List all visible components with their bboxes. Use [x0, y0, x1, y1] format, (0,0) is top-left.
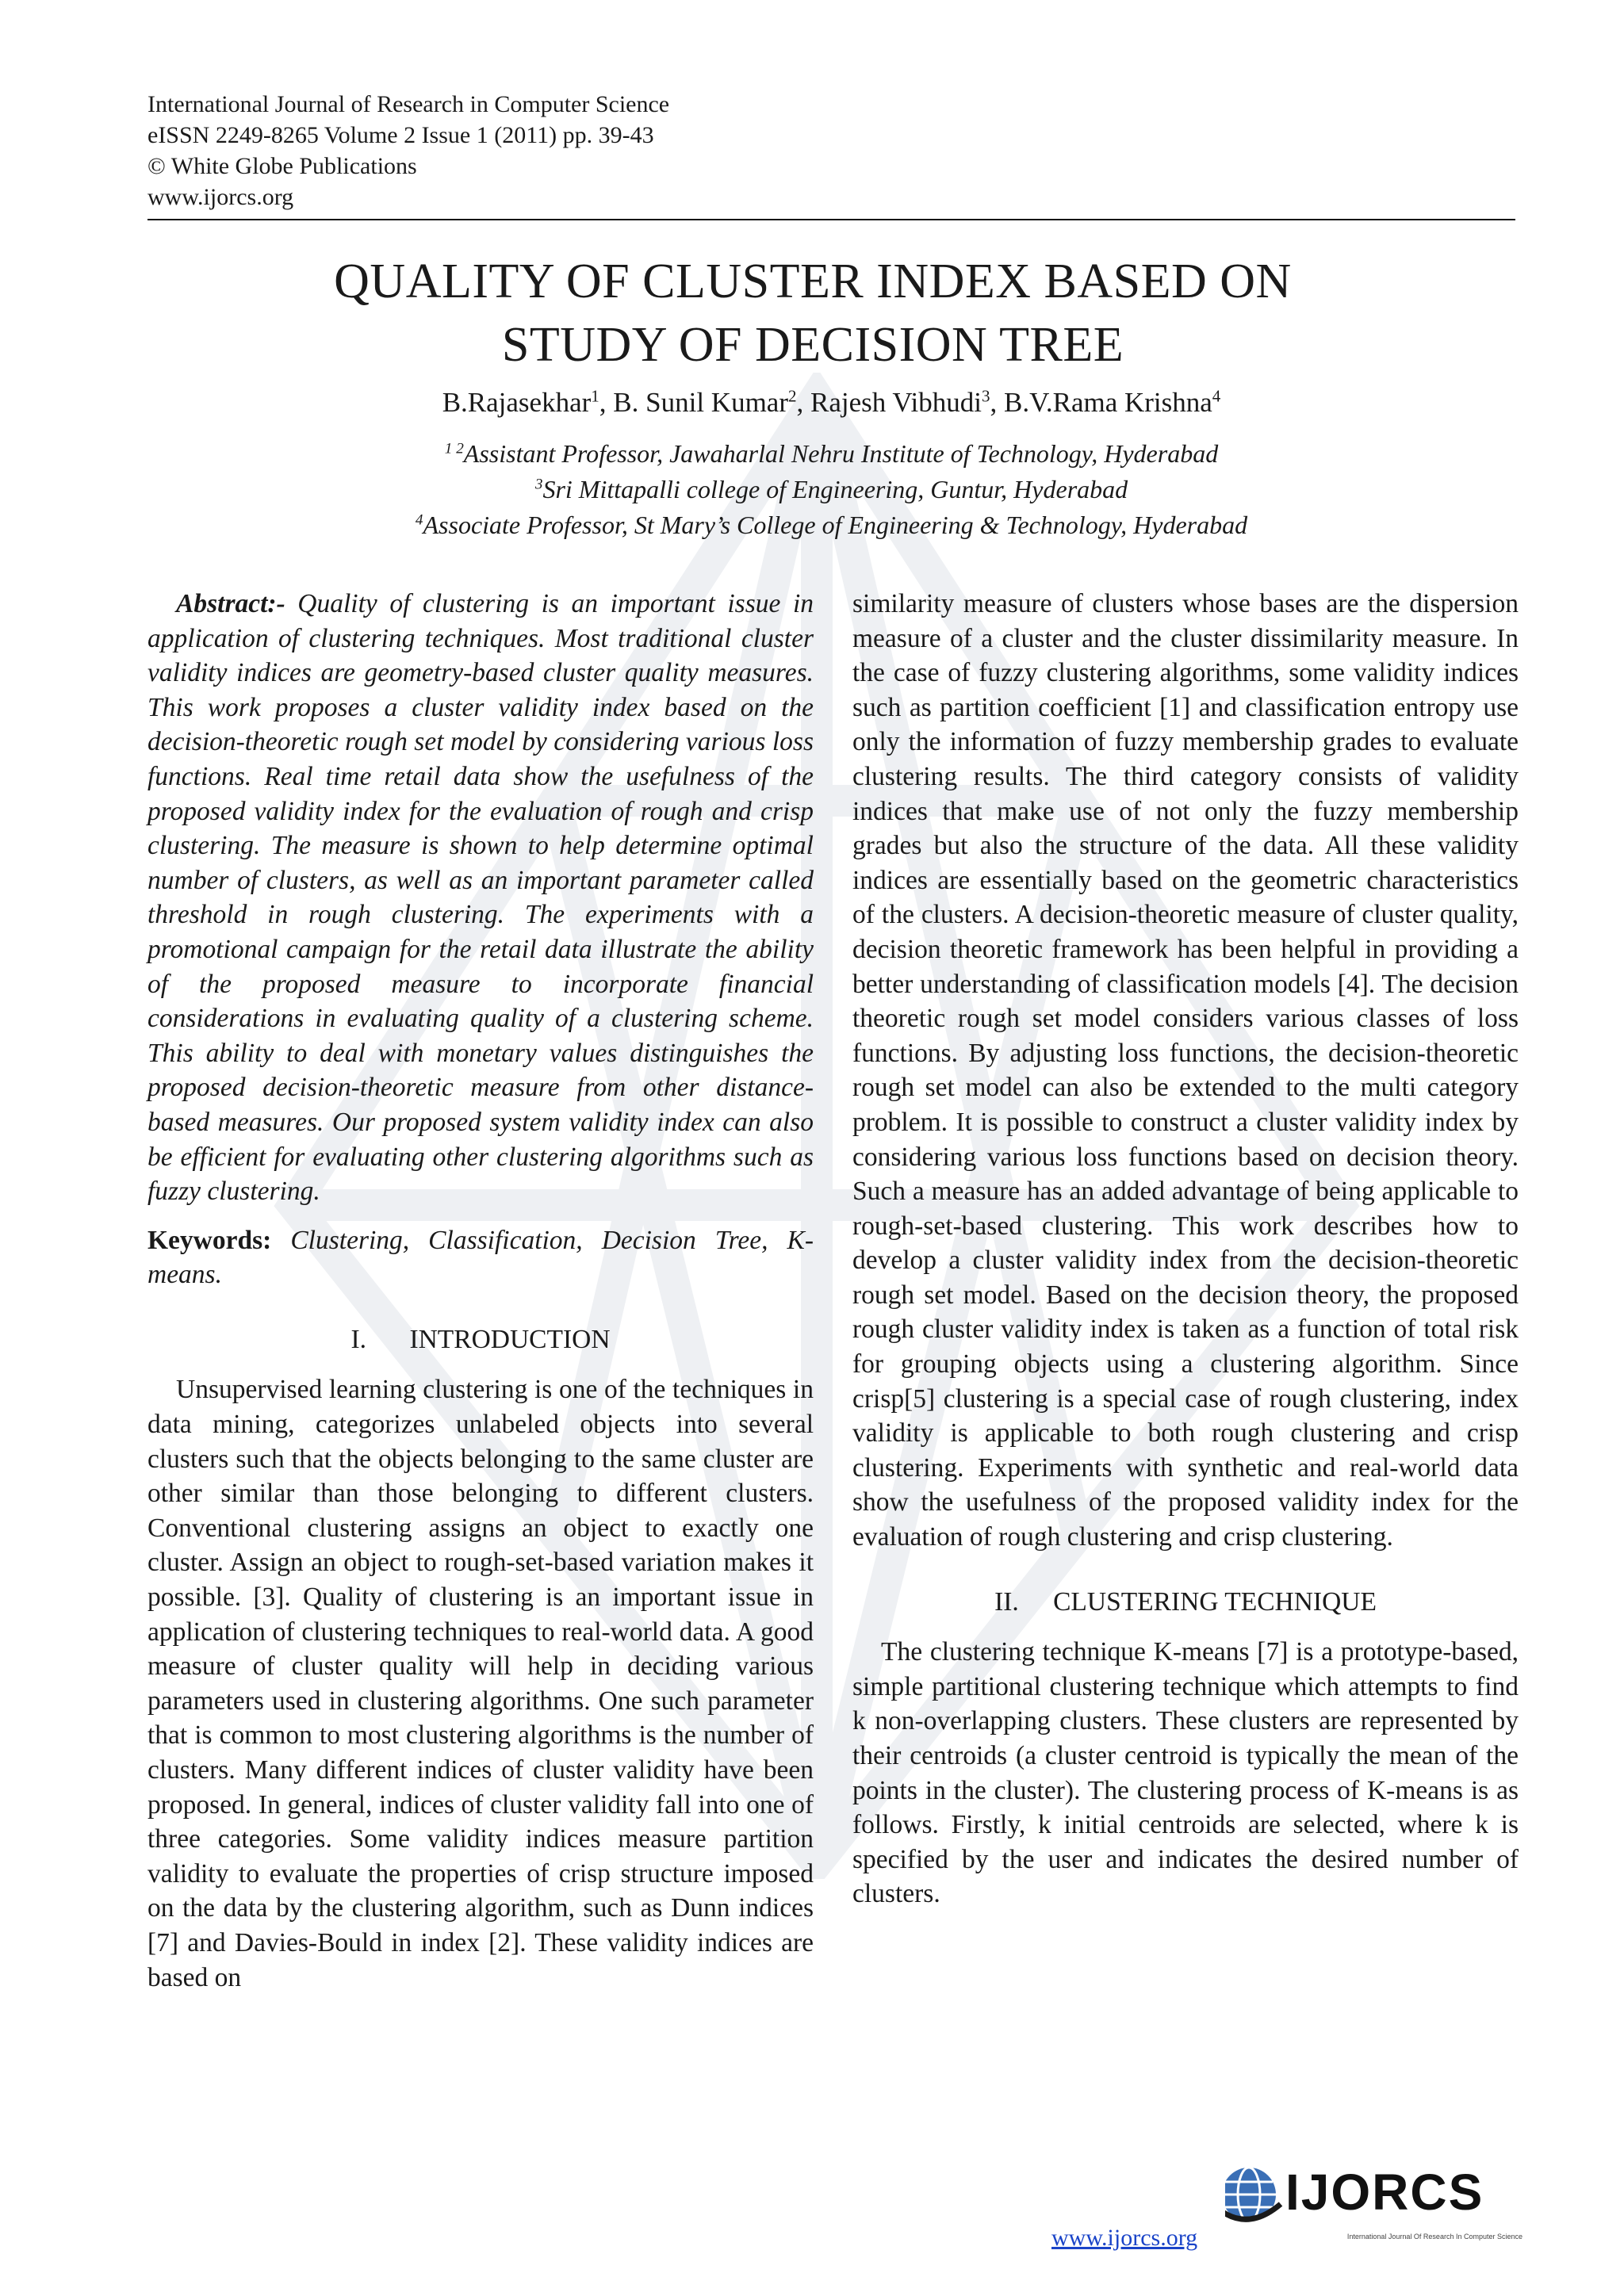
author-3: Rajesh Vibhudi	[810, 387, 982, 418]
affiliation-3-text: Associate Professor, St Mary’s College of Engineering & Technology, Hyderabad	[423, 511, 1248, 539]
affiliation-3-sup: 4	[415, 511, 423, 529]
affiliation-2	[147, 472, 1515, 507]
affiliation-2-sup: 3	[534, 476, 543, 493]
author-separator: ,	[796, 387, 810, 418]
ijorcs-logo-tagline: International Journal Of Research In Computer Science	[1346, 2233, 1522, 2241]
author-separator: ,	[599, 387, 614, 418]
section-2-title: CLUSTERING TECHNIQUE	[1053, 1586, 1377, 1617]
affiliation-2-text: Sri Mittapalli college of Engineering, Guntur, Hyderabad	[542, 475, 1128, 503]
affiliation-1-text: Assistant Professor, Jawaharlal Nehru Institute of Technology, Hyderabad	[463, 439, 1219, 468]
keywords-colon: :	[262, 1225, 272, 1255]
section-1-title: INTRODUCTION	[409, 1324, 611, 1354]
section-2-number: II.	[994, 1586, 1019, 1617]
abstract-text: Quality of clustering is an important issue in application of clustering techniques. Most traditional cluster validity indices are geometry-based cluster quality measures. This work proposes a cluster validity index based on the decision-theoretic rough set model by considering various loss functions. Real time retail data show the usefulness of the proposed validity index for the evaluation of rough and crisp clustering. The measure is shown to help determine optimal number of clusters, as well as an important parameter called threshold in rough clustering. The experiments with a promotional campaign for the retail data illustrate the ability of the proposed measure to incorporate financial considerations in evaluating quality of a clustering scheme. This ability to deal with monetary values distinguishes the proposed decision-theoretic measure from other distance-based measures. Our proposed system validity index can also be efficient for evaluating other clustering algorithms such as fuzzy clustering.	[147, 589, 814, 1207]
journal-header	[147, 89, 1515, 212]
keywords-label: Keywords	[147, 1225, 263, 1255]
author-list	[147, 385, 1515, 420]
affiliations	[147, 436, 1515, 543]
section-1-heading	[147, 1322, 814, 1357]
affiliation-1	[147, 436, 1515, 472]
keywords	[147, 1223, 814, 1292]
ijorcs-logo-text: IJORCS	[1285, 2164, 1484, 2221]
keywords-text: Clustering, Classification, Decision Tree, K-means.	[147, 1225, 814, 1290]
author-1-sup: 1	[591, 386, 599, 406]
section-1-paragraph-continued: similarity measure of clusters whose bases are the dispersion measure of a cluster and the cluster dissimilarity measure. In the case of fuzzy clustering algorithms, some validity indices such as partition coefficient [1] and classification entropy use only the information of fuzzy membership grades to evaluate clustering results. The third category consists of validity indices that make use of not only the fuzzy membership grades but also the structure of the data. All these validity indices are essentially based on the geometric characteristics of the clusters. A decision-theoretic measure of cluster quality, decision theoretic framework has been helpful in providing a better understanding of classification models [4]. The decision theoretic rough set model considers various classes of loss functions. By adjusting loss functions, the decision-theoretic rough set model can also be extended to the multi category problem. It is possible to construct a cluster validity index by considering various loss functions based on decision theory. Such a measure has an added advantage of being applicable to rough-set-based clustering. This work describes how to develop a cluster validity index from the decision-theoretic rough set model. Based on the decision theory, the proposed rough cluster validity index is taken as a function of total risk for grouping objects using a clustering algorithm. Since crisp[5] clustering is a special case of rough clustering, index validity is applicable to both rough clustering and crisp clustering. Experiments with synthetic and real-world data show the usefulness of the proposed validity index for the evaluation of rough clustering and crisp clustering.	[852, 589, 1519, 1552]
section-2-heading	[852, 1585, 1519, 1620]
abstract	[147, 587, 814, 1209]
affiliation-3	[147, 507, 1515, 543]
section-1-paragraph: Unsupervised learning clustering is one of the techniques in data mining, categorizes unlabeled objects into several clusters such that the objects belonging to the same cluster are other similar than those belonging to different clusters. Conventional clustering assigns an object to exactly one cluster. Assign an object to rough-set-based variation makes it possible. [3]. Quality of clustering is an important issue in application of clustering techniques to real-world data. A good measure of cluster quality will help in deciding various parameters used in clustering algorithms. One such parameter that is common to most clustering algorithms is the number of clusters. Many different indices of cluster validity have been proposed. In general, indices of cluster validity fall into one of three categories. Some validity indices measure partition validity to evaluate the properties of crisp structure imposed on the data by the clustering algorithm, such as Dunn indices [7] and Davies-Bould in index [2]. These validity indices are based on	[147, 1375, 814, 1992]
section-2-paragraph: The clustering technique K-means [7] is a prototype-based, simple partitional clustering technique which attempts to find k non-overlapping clusters. These clusters are represented by their centroids (a cluster centroid is typically the mean of the points in the cluster). The clustering process of K-means is as follows. Firstly, k initial centroids are selected, where k is specified by the user and indicates the desired number of clusters.	[852, 1637, 1519, 1909]
title-line-1: QUALITY OF CLUSTER INDEX BASED ON	[334, 254, 1292, 308]
author-4: B.V.Rama Krishna	[1003, 387, 1212, 418]
journal-issue: eISSN 2249-8265 Volume 2 Issue 1 (2011) pp. 39-43	[147, 122, 654, 148]
author-2: B. Sunil Kumar	[613, 387, 788, 418]
header-divider	[147, 219, 1515, 220]
author-4-sup: 4	[1212, 386, 1221, 406]
author-2-sup: 2	[787, 386, 797, 406]
affiliation-1-sup: 1 2	[444, 440, 464, 457]
paper-title	[147, 250, 1478, 377]
abstract-label: Abstract:-	[176, 589, 285, 618]
section-1-number: I.	[350, 1324, 366, 1354]
author-3-sup: 3	[981, 386, 990, 406]
journal-publisher: © White Globe Publications	[147, 153, 417, 179]
journal-website: www.ijorcs.org	[147, 184, 294, 210]
author-1: B.Rajasekhar	[442, 387, 592, 418]
right-column	[852, 587, 1519, 1911]
journal-name: International Journal of Research in Computer Science	[147, 91, 670, 117]
title-line-2: STUDY OF DECISION TREE	[501, 318, 1124, 372]
footer-website-link[interactable]: www.ijorcs.org	[1051, 2225, 1198, 2251]
left-column	[147, 587, 814, 1995]
author-separator: ,	[990, 387, 1004, 418]
